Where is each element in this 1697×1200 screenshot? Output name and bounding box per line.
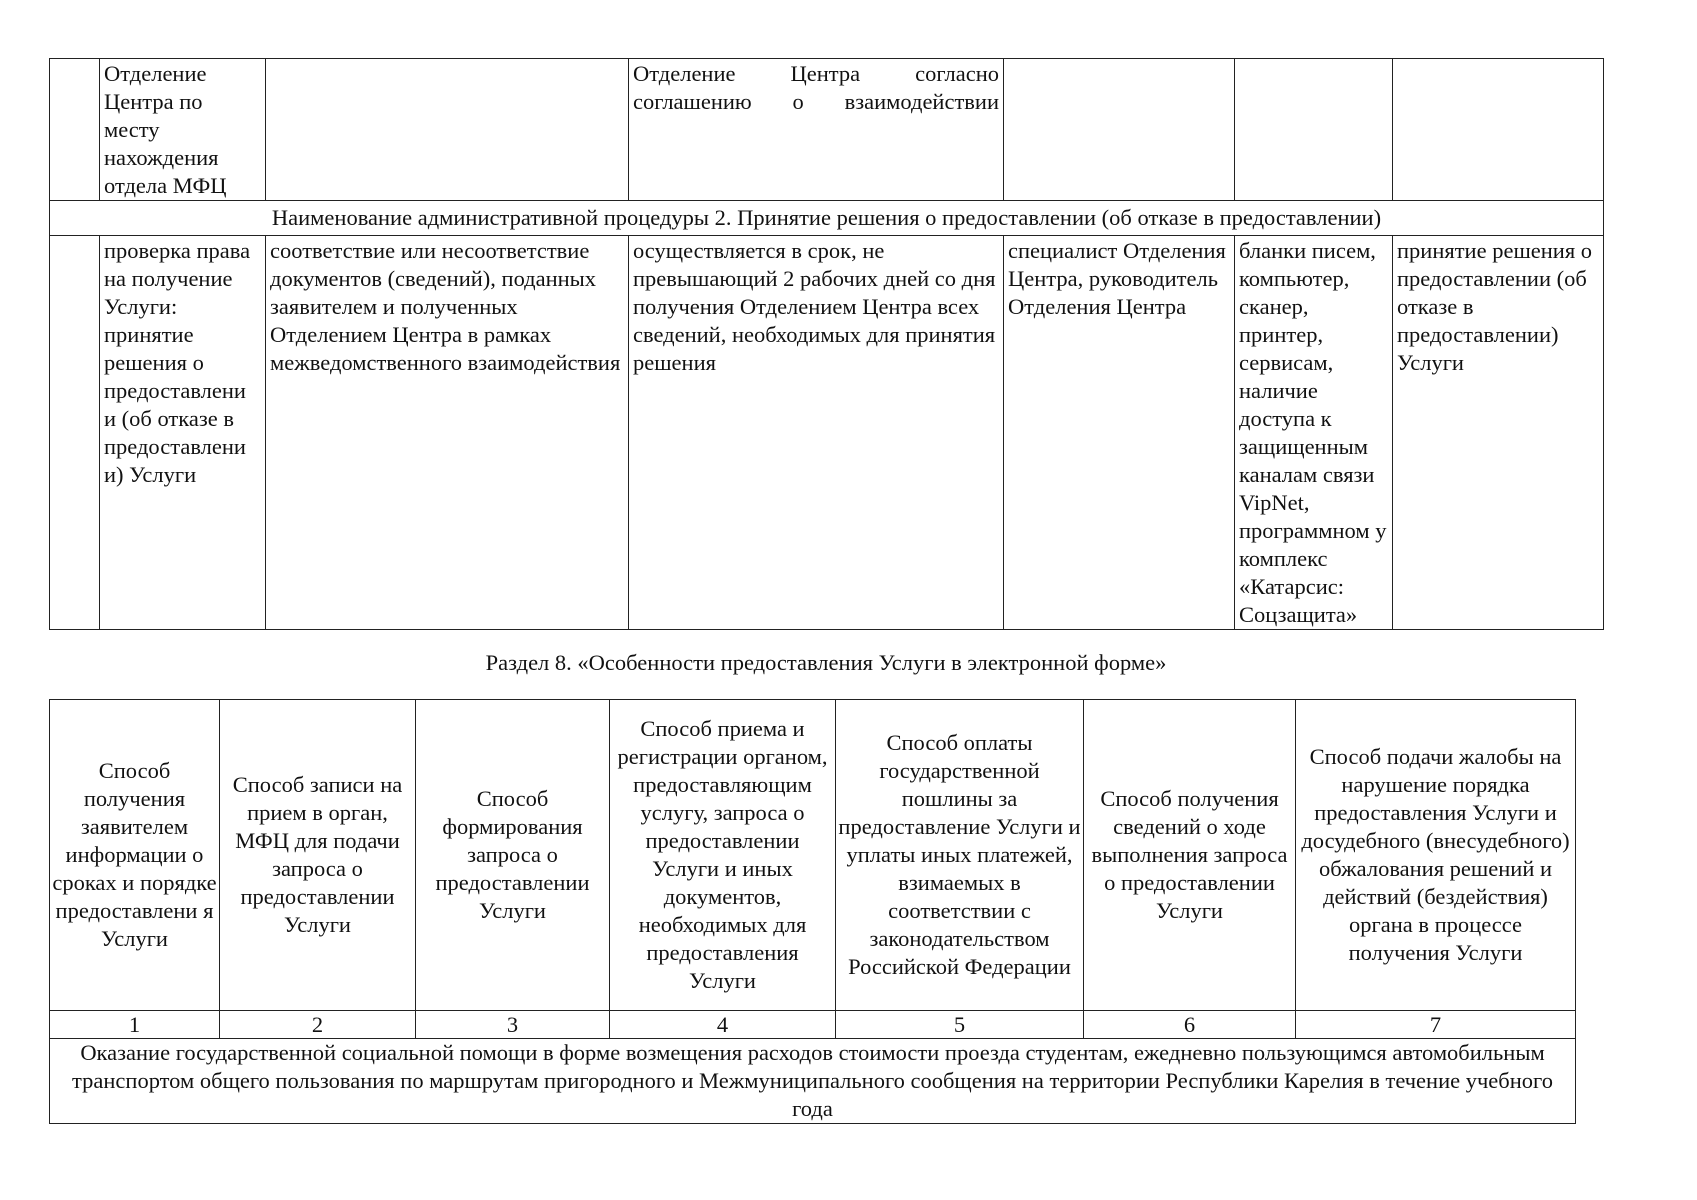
table-row [50, 236, 1604, 630]
cell-num [50, 236, 100, 630]
column-number: 7 [1296, 1011, 1576, 1039]
column-number: 4 [610, 1011, 836, 1039]
column-number-row [50, 1011, 1576, 1039]
cell-result: принятие решения о предоставлении (об отказе в предоставлении) Услуги [1393, 236, 1604, 630]
cell-executor: специалист Отделения Центра, руководитель Отделения Центра [1004, 236, 1235, 630]
section-title: Раздел 8. «Особенности предоставления Услуги в электронной форме» [485, 650, 1167, 675]
header-row [50, 700, 1576, 1011]
cell-executor [1004, 59, 1235, 201]
service-row [50, 1039, 1576, 1124]
cell-resources [1235, 59, 1393, 201]
column-number: 6 [1084, 1011, 1296, 1039]
header-cell: Способ оплаты государственной пошлины за предоставление Услуги и уплаты иных платежей, взимаемых в соответствии с законодательством Российской Федерации [836, 700, 1084, 1011]
cell-num [50, 59, 100, 201]
procedure-table [49, 58, 1604, 630]
cell-criteria: соответствие или несоответствие документов (сведений), поданных заявителем и полученных Отделением Центра в рамках межведомственного взаимодействия [266, 236, 629, 630]
cell-resources: бланки писем, компьютер, сканер, принтер, сервисам, наличие доступа к защищенным каналам связи VipNet, программном у комплекс «Катарсис: Соцзащита» [1235, 236, 1393, 630]
header-cell: Способ получения сведений о ходе выполнения запроса о предоставлении Услуги [1084, 700, 1296, 1011]
table-row [50, 59, 1604, 201]
column-number: 1 [50, 1011, 220, 1039]
cell-term: Отделение Центра согласно соглашению о взаимодействии [629, 59, 1004, 201]
cell-criteria [266, 59, 629, 201]
header-cell: Способ формирования запроса о предоставлении Услуги [416, 700, 610, 1011]
header-cell: Способ записи на прием в орган, МФЦ для подачи запроса о предоставлении Услуги [220, 700, 416, 1011]
column-number: 3 [416, 1011, 610, 1039]
procedure-header: Наименование административной процедуры 2. Принятие решения о предоставлении (об отказе в предоставлении) [50, 201, 1604, 236]
electronic-form-table [49, 699, 1576, 1124]
column-number: 2 [220, 1011, 416, 1039]
header-cell: Способ подачи жалобы на нарушение порядка предоставления Услуги и досудебного (внесудебного) обжалования решений и действий (бездействия) органа в процессе получения Услуги [1296, 700, 1576, 1011]
cell-term: осуществляется в срок, не превышающий 2 рабочих дней со дня получения Отделением Центра всех сведений, необходимых для принятия решения [629, 236, 1004, 630]
header-cell: Способ получения заявителем информации о сроках и порядке предоставлени я Услуги [50, 700, 220, 1011]
procedure-header-row [50, 201, 1604, 236]
header-cell: Способ приема и регистрации органом, предоставляющим услугу, запроса о предоставлении Услуги и иных документов, необходимых для предоставления Услуги [610, 700, 836, 1011]
column-number: 5 [836, 1011, 1084, 1039]
cell-step: проверка права на получение Услуги: принятие решения о предоставлени и (об отказе в предоставлени и) Услуги [100, 236, 266, 630]
cell-step: Отделение Центра по месту нахождения отдела МФЦ [100, 59, 266, 201]
service-description: Оказание государственной социальной помощи в форме возмещения расходов стоимости проезда студентам, ежедневно пользующимся автомобильным транспортом общего пользования по маршрутам пригородного и Межмуниципального сообщения на территории Республики Карелия в течение учебного года [50, 1039, 1576, 1124]
cell-result [1393, 59, 1604, 201]
